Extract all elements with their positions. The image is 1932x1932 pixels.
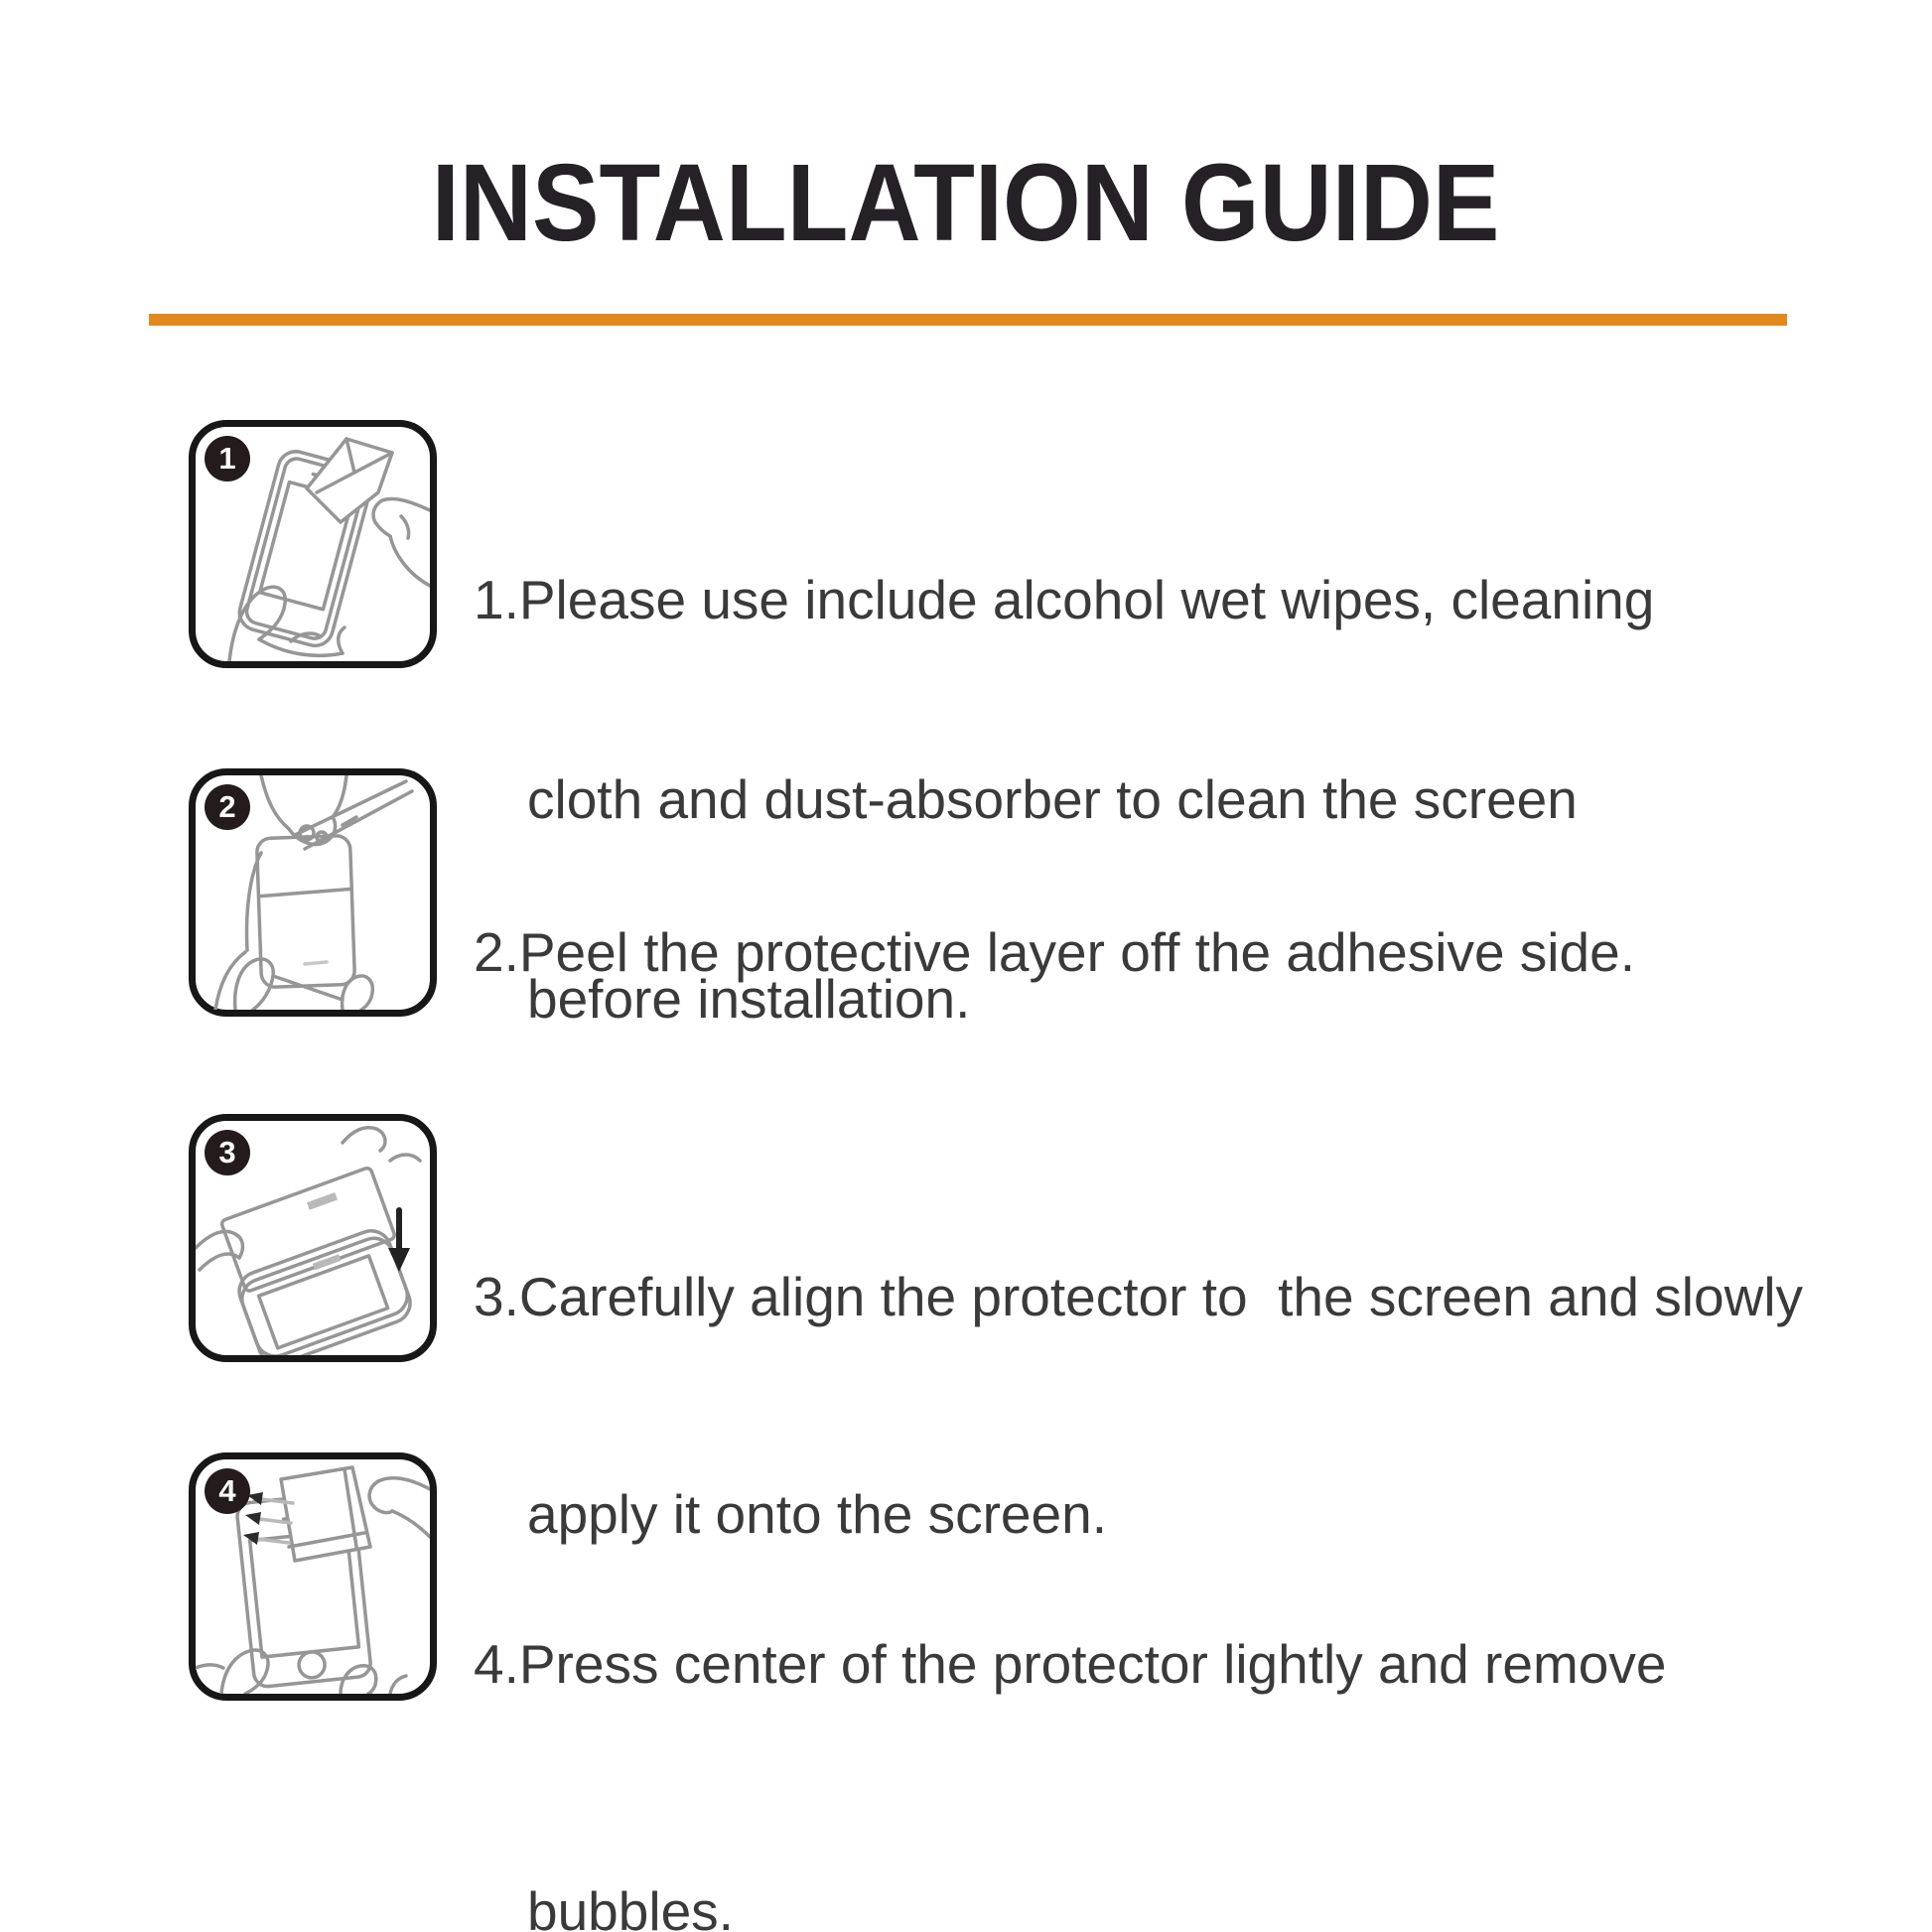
step-number-badge: 3: [205, 1130, 250, 1175]
step-1-illustration-box: [189, 420, 437, 668]
step-text-line: apply it onto the screen.: [527, 1483, 1107, 1545]
step-text-line: 3.Carefully align the protector to the screen and slowly: [474, 1266, 1804, 1327]
title-divider: [149, 314, 1787, 326]
step-4-illustration-box: [189, 1452, 437, 1701]
step-number-badge: 4: [205, 1468, 250, 1514]
page-title: INSTALLATION GUIDE: [432, 142, 1500, 264]
phone-outline: [233, 1225, 415, 1355]
step-2-text: [474, 786, 1635, 1119]
step-3-illustration-box: [189, 1114, 437, 1362]
step-text-line: 2.Peel the protective layer off the adhesive side.: [474, 921, 1635, 983]
step-text-line: 4.Press center of the protector lightly and remove: [474, 1633, 1667, 1695]
pressing-hand: [369, 1478, 430, 1537]
step-number-badge: 2: [205, 784, 250, 830]
step-row-3: [189, 1114, 1876, 1545]
cleaning-cloth: [307, 439, 392, 522]
step-text-line: before installation.: [527, 968, 971, 1030]
step-row-4: [189, 1452, 1876, 1932]
page-title-wrap: [0, 142, 1932, 264]
step-text-line: cloth and dust-absorber to clean the screen: [527, 768, 1578, 830]
step-row-2: [189, 768, 1876, 1017]
holding-thumb: [215, 853, 273, 1010]
step-4-text: [474, 1458, 1666, 1932]
step-2-illustration-box: [189, 768, 437, 1017]
step-text-line: bubbles.: [527, 1880, 734, 1932]
top-right-fingers: [343, 1128, 420, 1161]
step-number-badge: 1: [205, 436, 250, 482]
wiping-hand: [373, 498, 430, 586]
holding-finger: [273, 976, 372, 1010]
step-text-line: 1.Please use include alcohol wet wipes, cleaning: [474, 569, 1655, 630]
pressing-cloth: [281, 1467, 370, 1561]
